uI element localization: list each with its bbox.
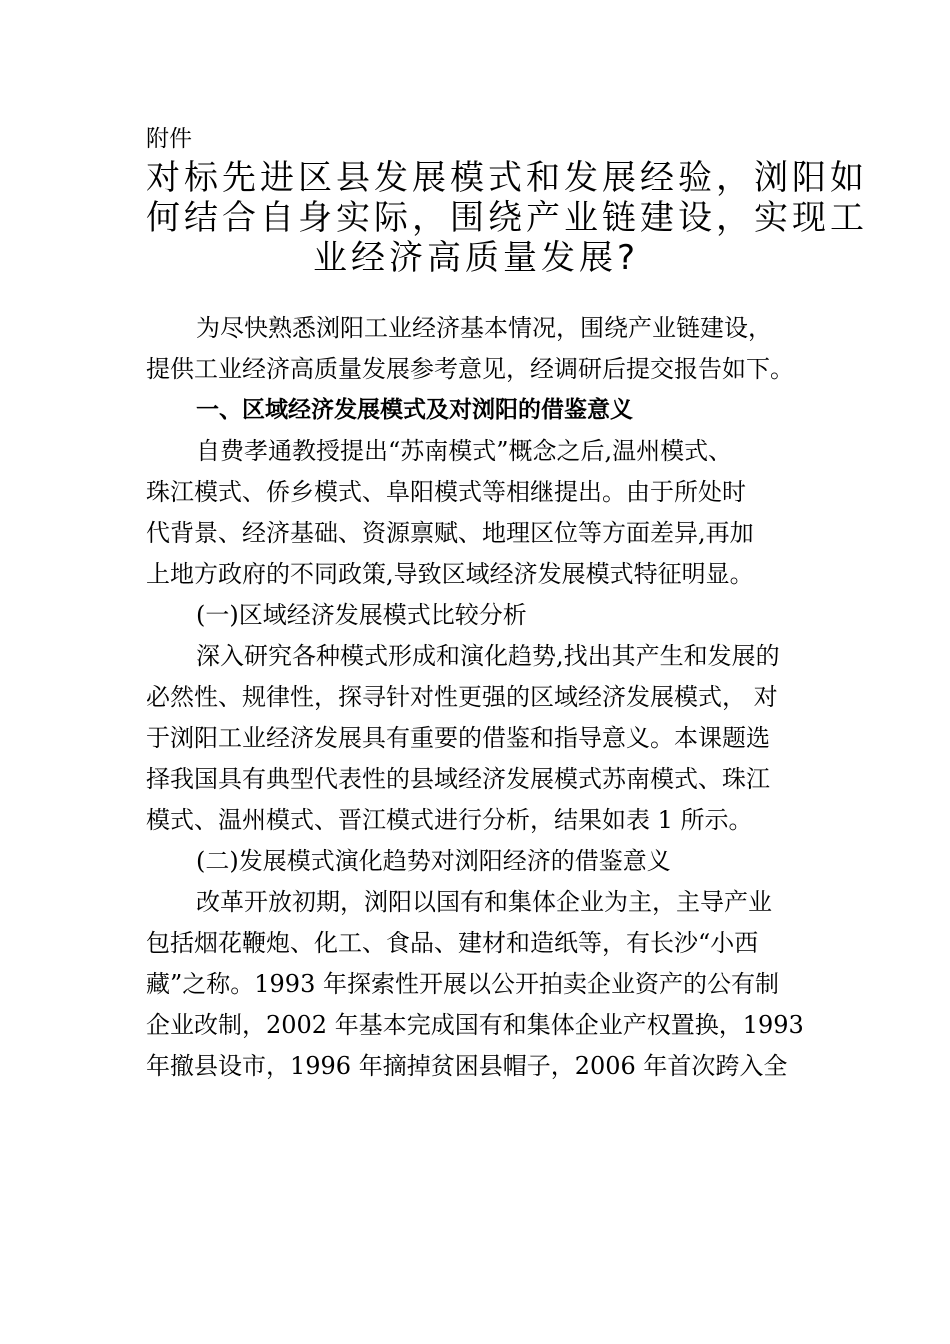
document-body bbox=[146, 308, 814, 1087]
subsection-heading-1 bbox=[146, 595, 814, 636]
body-paragraph bbox=[146, 636, 814, 841]
paragraph-line: 上地方政府的不同政策,导致区域经济发展模式特征明显。 bbox=[146, 560, 754, 588]
paragraph-line: 代背景、经济基础、资源禀赋、地理区位等方面差异,再加 bbox=[146, 519, 754, 547]
paragraph-line: 为尽快熟悉浏阳工业经济基本情况，围绕产业链建设， bbox=[196, 314, 772, 342]
paragraph-line: 深入研究各种模式形成和演化趋势,找出其产生和发展的 bbox=[196, 642, 780, 670]
body-paragraph bbox=[146, 882, 814, 1087]
paragraph-line: 改革开放初期，浏阳以国有和集体企业为主，主导产业 bbox=[196, 888, 772, 916]
subsection-heading-2 bbox=[146, 841, 814, 882]
paragraph-line: 藏”之称。1993 年探索性开展以公开拍卖企业资产的公有制 bbox=[146, 970, 779, 998]
paragraph-line: 择我国具有典型代表性的县域经济发展模式苏南模式、珠江 bbox=[146, 765, 770, 793]
heading-line: (一)区域经济发展模式比较分析 bbox=[196, 601, 527, 629]
document-title bbox=[146, 158, 868, 278]
paragraph-line: 必然性、规律性，探寻针对性更强的区域经济发展模式， 对 bbox=[146, 683, 778, 711]
paragraph-line: 提供工业经济高质量发展参考意见，经调研后提交报告如下。 bbox=[146, 355, 794, 383]
attachment-label: 附件 bbox=[146, 126, 192, 152]
intro-paragraph bbox=[146, 308, 814, 390]
paragraph-line: 包括烟花鞭炮、化工、食品、建材和造纸等，有长沙“小西 bbox=[146, 929, 759, 957]
paragraph-line: 自费孝通教授提出“苏南模式”概念之后,温州模式、 bbox=[196, 437, 733, 465]
paragraph-line: 年撤县设市，1996 年摘掉贫困县帽子，2006 年首次跨入全 bbox=[146, 1052, 788, 1080]
paragraph-line: 企业改制，2002 年基本完成国有和集体企业产权置换，1993 bbox=[146, 1011, 804, 1039]
title-line: 对标先进区县发展模式和发展经验，浏阳如 bbox=[146, 158, 868, 198]
heading-line: (二)发展模式演化趋势对浏阳经济的借鉴意义 bbox=[196, 847, 671, 875]
title-line: 何结合自身实际，围绕产业链建设，实现工 bbox=[146, 198, 868, 238]
title-line: 业经济高质量发展? bbox=[312, 238, 640, 278]
paragraph-line: 珠江模式、侨乡模式、阜阳模式等相继提出。由于所处时 bbox=[146, 478, 746, 506]
section-heading-1 bbox=[146, 390, 814, 431]
heading-line: 一、区域经济发展模式及对浏阳的借鉴意义 bbox=[196, 397, 633, 423]
paragraph-line: 模式、温州模式、晋江模式进行分析，结果如表 1 所示。 bbox=[146, 806, 753, 834]
paragraph-line: 于浏阳工业经济发展具有重要的借鉴和指导意义。本课题选 bbox=[146, 724, 770, 752]
body-paragraph bbox=[146, 431, 814, 595]
